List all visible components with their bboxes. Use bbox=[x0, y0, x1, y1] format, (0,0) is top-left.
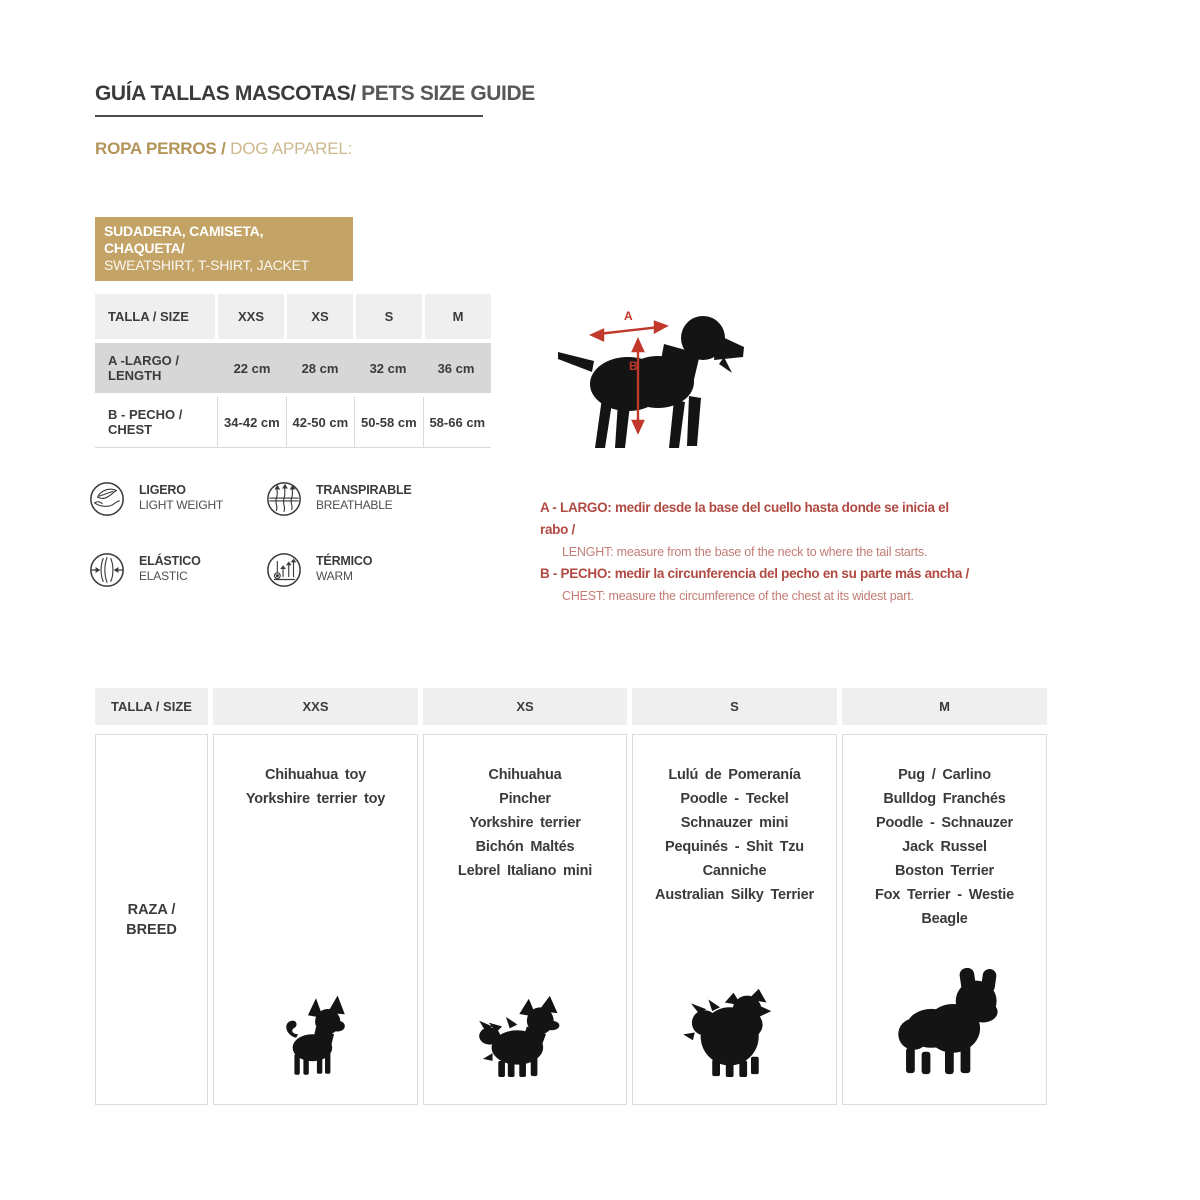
fabric-features bbox=[88, 480, 448, 589]
chest-s: 50-58 cm bbox=[354, 397, 422, 447]
size-table-header-row bbox=[95, 294, 491, 339]
pomeranian-silhouette bbox=[679, 986, 791, 1078]
note-b-es: B - PECHO: medir la circunferencia del pecho en su parte más ancha / bbox=[540, 566, 969, 581]
breed-table-header-row bbox=[95, 688, 1048, 725]
breed-item: Poodle - Teckel bbox=[680, 791, 789, 807]
breed-header-xxs: XXS bbox=[213, 688, 418, 725]
breed-item: Schnauzer mini bbox=[680, 815, 789, 831]
breed-item: Pug / Carlino bbox=[898, 767, 991, 783]
measuring-instructions bbox=[540, 497, 980, 607]
banner-line-en: SWEATSHIRT, T-SHIRT, JACKET bbox=[104, 257, 310, 273]
breed-list-xxs bbox=[246, 763, 385, 811]
chest-row bbox=[95, 397, 491, 448]
long-haired-chihuahua-silhouette bbox=[477, 994, 573, 1078]
breed-row-label bbox=[95, 734, 208, 1105]
chest-xs: 42-50 cm bbox=[286, 397, 354, 447]
feature-name-en: WARM bbox=[316, 569, 353, 583]
breed-item: Jack Russel bbox=[902, 839, 987, 855]
subtitle-en: DOG APPAREL: bbox=[225, 139, 353, 158]
note-a-en: LENGHT: measure from the base of the neck to where the tail starts. bbox=[562, 545, 928, 559]
feature-elastic bbox=[88, 551, 265, 589]
breed-cell-xs bbox=[423, 734, 627, 1105]
subtitle-es: ROPA PERROS / bbox=[95, 139, 226, 158]
breed-item: Pincher bbox=[499, 791, 551, 807]
thermometer-icon bbox=[265, 551, 303, 589]
banner-line-es: SUDADERA, CAMISETA, CHAQUETA/ bbox=[104, 223, 264, 256]
raza-label-line1: RAZA / bbox=[127, 901, 176, 918]
chihuahua-silhouette bbox=[280, 994, 352, 1078]
breed-list-m bbox=[875, 763, 1014, 931]
feature-name-es: ELÁSTICO bbox=[139, 554, 201, 568]
size-col-s: S bbox=[356, 294, 422, 339]
section-subtitle bbox=[95, 139, 352, 159]
size-col-xs: XS bbox=[287, 294, 353, 339]
french-bulldog-silhouette bbox=[886, 966, 1004, 1078]
breed-item: Boston Terrier bbox=[894, 863, 994, 879]
breed-cell-s bbox=[632, 734, 837, 1105]
feature-name-en: LIGHT WEIGHT bbox=[139, 498, 224, 512]
elastic-icon bbox=[88, 551, 126, 589]
feature-breathable bbox=[265, 480, 442, 518]
note-b-en: CHEST: measure the circumference of the chest at its widest part. bbox=[562, 589, 914, 603]
page-title-en: PETS SIZE GUIDE bbox=[355, 82, 535, 105]
breed-header-label: TALLA / SIZE bbox=[95, 688, 208, 725]
breed-cell-m bbox=[842, 734, 1047, 1105]
measuring-dog-diagram bbox=[558, 300, 748, 455]
breed-item: Lulú de Pomeranía bbox=[668, 767, 801, 783]
breed-item: Bulldog Franchés bbox=[883, 791, 1006, 807]
raza-label-line2: BREED bbox=[126, 921, 177, 938]
size-col-m: M bbox=[425, 294, 491, 339]
breed-item: Canniche bbox=[702, 863, 767, 879]
length-row bbox=[95, 343, 491, 393]
note-a-es: A - LARGO: medir desde la base del cuello hasta donde se inicia el rabo / bbox=[540, 500, 949, 537]
feature-name-es: TRANSPIRABLE bbox=[316, 483, 412, 497]
breed-item: Yorkshire terrier bbox=[469, 815, 581, 831]
length-xs: 28 cm bbox=[301, 360, 339, 376]
breed-item: Bichón Maltés bbox=[475, 839, 575, 855]
chest-xxs: 34-42 cm bbox=[217, 397, 285, 447]
breed-item: Fox Terrier - Westie bbox=[874, 887, 1015, 903]
breed-table-body-row bbox=[95, 734, 1048, 1105]
breed-item: Beagle bbox=[921, 911, 968, 927]
feature-warm bbox=[265, 551, 442, 589]
length-m: 36 cm bbox=[437, 360, 475, 376]
category-banner bbox=[95, 217, 353, 281]
chest-m: 58-66 cm bbox=[423, 397, 491, 447]
breed-item: Chihuahua bbox=[488, 767, 562, 783]
breed-item: Chihuahua toy bbox=[264, 767, 367, 783]
feature-lightweight bbox=[88, 480, 265, 518]
length-s: 32 cm bbox=[369, 360, 407, 376]
feature-name-en: ELASTIC bbox=[139, 569, 188, 583]
breed-item: Pequinés - Shit Tzu bbox=[665, 839, 804, 855]
breed-header-m: M bbox=[842, 688, 1047, 725]
breed-item: Yorkshire terrier toy bbox=[245, 791, 386, 807]
feather-hand-icon bbox=[88, 480, 126, 518]
breed-cell-xxs bbox=[213, 734, 418, 1105]
feature-name-en: BREATHABLE bbox=[316, 498, 393, 512]
size-table-header-label: TALLA / SIZE bbox=[95, 294, 215, 339]
chest-row-label: B - PECHO / CHEST bbox=[108, 407, 183, 437]
breed-header-s: S bbox=[632, 688, 837, 725]
length-xxs: 22 cm bbox=[233, 360, 271, 376]
breed-list-xs bbox=[458, 763, 592, 883]
length-row-label: A -LARGO / LENGTH bbox=[108, 353, 180, 383]
size-col-xxs: XXS bbox=[218, 294, 284, 339]
breed-item: Poodle - Schnauzer bbox=[876, 815, 1013, 831]
arrow-a-label: A bbox=[624, 309, 633, 323]
labrador-silhouette bbox=[558, 300, 748, 455]
breed-item: Lebrel Italiano mini bbox=[457, 863, 593, 879]
size-measurements-table bbox=[95, 294, 491, 448]
breed-item: Australian Silky Terrier bbox=[655, 887, 814, 903]
breathable-icon bbox=[265, 480, 303, 518]
page-title bbox=[95, 82, 535, 117]
breed-list-s bbox=[655, 763, 814, 907]
page-title-es: GUÍA TALLAS MASCOTAS/ bbox=[95, 82, 356, 105]
breed-header-xs: XS bbox=[423, 688, 627, 725]
breed-table bbox=[95, 688, 1048, 1105]
arrow-b-label: B bbox=[629, 359, 638, 373]
feature-name-es: LIGERO bbox=[139, 483, 186, 497]
feature-name-es: TÉRMICO bbox=[316, 554, 373, 568]
